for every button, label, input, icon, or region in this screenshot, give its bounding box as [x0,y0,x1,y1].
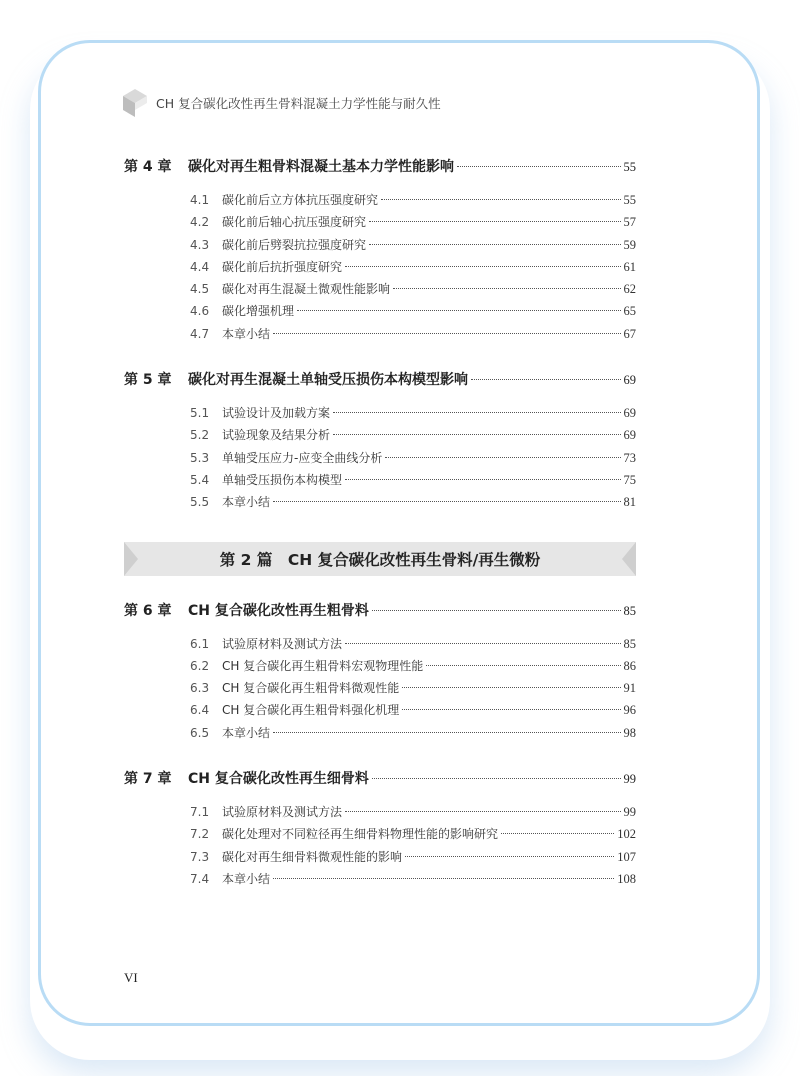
section-page: 65 [623,304,636,319]
table-of-contents [124,156,636,890]
toc-section[interactable] [124,211,636,233]
chapter-title: 碳化对再生混凝土单轴受压损伤本构模型影响 [188,372,468,389]
section-number: 7.1 [190,805,210,820]
toc-chapter[interactable] [124,768,636,790]
running-head [122,88,441,118]
dot-leader [273,732,620,733]
section-page: 69 [623,428,636,443]
section-number: 4.6 [190,304,210,319]
dot-leader [273,878,614,879]
section-list [124,402,636,513]
dot-leader [273,501,620,502]
section-title: 碳化处理对不同粒径再生细骨料物理性能的影响研究 [222,827,499,842]
section-number: 4.1 [190,193,210,207]
dot-leader [345,266,620,267]
section-number: 7.2 [190,827,210,842]
toc-section[interactable] [124,278,636,300]
dot-leader [385,457,620,458]
dot-leader [372,778,621,779]
toc-section[interactable] [124,655,636,677]
section-title: CH 复合碳化再生粗骨料微观性能 [222,681,400,696]
section-number: 7.4 [190,871,210,886]
section-page: 81 [623,495,636,510]
section-title: 单轴受压应力-应变全曲线分析 [222,450,383,465]
section-page: 107 [617,849,636,864]
toc-section[interactable] [124,424,636,446]
section-number: 4.3 [190,237,210,252]
part-banner: 第 2 篇 CH 复合碳化改性再生骨料/再生微粉 [124,542,636,576]
running-head-title: CH 复合碳化改性再生骨料混凝土力学性能与耐久性 [156,96,441,111]
toc-section[interactable] [124,633,636,655]
dot-leader [273,333,620,334]
chapter-number: 第 5 章 [124,372,172,389]
toc-chapter[interactable] [124,600,636,622]
section-number: 5.5 [190,495,210,510]
toc-section[interactable] [124,189,636,211]
dot-leader [381,199,620,200]
toc-section[interactable] [124,823,636,845]
chapter-title: 碳化对再生粗骨料混凝土基本力学性能影响 [188,159,454,175]
section-page: 85 [623,636,636,651]
section-title: 本章小结 [222,495,271,510]
section-number: 7.3 [190,849,210,864]
dot-leader [372,610,621,611]
dot-leader [457,166,621,167]
chapter-page: 99 [623,772,636,787]
dot-leader [501,833,614,834]
page-number: VI [124,970,138,985]
section-title: 碳化前后劈裂抗拉强度研究 [222,237,367,252]
section-number: 4.4 [190,259,210,274]
dot-leader [402,687,620,688]
section-page: 96 [623,703,636,718]
section-title: CH 复合碳化再生粗骨料强化机理 [222,703,400,718]
section-number: 4.2 [190,215,210,230]
chapter-page: 55 [623,160,636,174]
toc-section[interactable] [124,801,636,823]
chapter-page: 69 [623,373,636,388]
section-title: 试验设计及加载方案 [222,406,331,421]
toc-section[interactable] [124,323,636,345]
section-title: 试验现象及结果分析 [222,428,331,443]
toc-section[interactable] [124,300,636,322]
toc-section[interactable] [124,699,636,721]
section-title: 碳化前后抗折强度研究 [222,259,343,274]
toc-chapter[interactable] [124,369,636,391]
toc-section[interactable] [124,722,636,744]
toc-section[interactable] [124,491,636,513]
chapter-title: CH 复合碳化改性再生细骨料 [188,771,369,788]
toc-section[interactable] [124,234,636,256]
toc-section[interactable] [124,677,636,699]
section-page: 91 [623,681,636,696]
section-number: 5.1 [190,406,210,421]
section-page: 59 [623,237,636,252]
toc-section[interactable] [124,256,636,278]
section-page: 67 [623,326,636,341]
section-list [124,189,636,345]
toc-section[interactable] [124,402,636,424]
chapter-page: 85 [623,603,636,618]
toc-section[interactable] [124,846,636,868]
section-title: 本章小结 [222,725,271,740]
chapter-title: CH 复合碳化改性再生粗骨料 [188,602,369,619]
dot-leader [393,288,620,289]
section-number: 6.3 [190,681,210,696]
section-page: 102 [617,827,636,842]
section-page: 108 [617,871,636,886]
section-number: 5.3 [190,450,210,465]
section-page: 55 [623,193,636,207]
section-title: 单轴受压损伤本构模型 [222,472,343,487]
section-number: 4.7 [190,326,210,341]
section-page: 73 [623,450,636,465]
dot-leader [297,310,620,311]
section-title: 碳化对再生细骨料微观性能的影响 [222,849,403,864]
section-page: 99 [623,805,636,820]
chapter-number: 第 4 章 [124,159,172,175]
section-title: 试验原材料及测试方法 [222,636,343,651]
section-number: 5.2 [190,428,210,443]
section-number: 6.2 [190,658,210,673]
section-page: 69 [623,406,636,421]
section-title: CH 复合碳化再生粗骨料宏观物理性能 [222,658,424,673]
chapter-number: 第 7 章 [124,771,172,788]
dot-leader [369,221,620,222]
dot-leader [426,665,620,666]
dot-leader [333,412,620,413]
section-list [124,801,636,890]
dot-leader [369,244,620,245]
section-page: 75 [623,472,636,487]
section-title: 本章小结 [222,326,271,341]
dot-leader [345,479,620,480]
toc-section[interactable] [124,868,636,890]
section-number: 6.5 [190,725,210,740]
dot-leader [333,434,620,435]
section-page: 61 [623,259,636,274]
chapter-number: 第 6 章 [124,602,172,619]
section-title: 碳化对再生混凝土微观性能影响 [222,282,391,297]
section-title: 本章小结 [222,871,271,886]
section-title: 碳化前后立方体抗压强度研究 [222,193,379,207]
toc-section[interactable] [124,447,636,469]
dot-leader [345,811,620,812]
section-title: 碳化前后轴心抗压强度研究 [222,215,367,230]
cube-logo-icon [122,88,148,118]
dot-leader [345,643,620,644]
section-page: 98 [623,725,636,740]
section-page: 62 [623,282,636,297]
dot-leader [402,709,620,710]
section-number: 6.4 [190,703,210,718]
section-page: 86 [623,658,636,673]
toc-section[interactable] [124,469,636,491]
dot-leader [405,856,614,857]
toc-chapter[interactable] [124,156,636,178]
section-title: 碳化增强机理 [222,304,295,319]
section-list [124,633,636,744]
section-page: 57 [623,215,636,230]
section-number: 6.1 [190,636,210,651]
section-number: 5.4 [190,472,210,487]
dot-leader [471,379,621,380]
section-title: 试验原材料及测试方法 [222,805,343,820]
section-number: 4.5 [190,282,210,297]
